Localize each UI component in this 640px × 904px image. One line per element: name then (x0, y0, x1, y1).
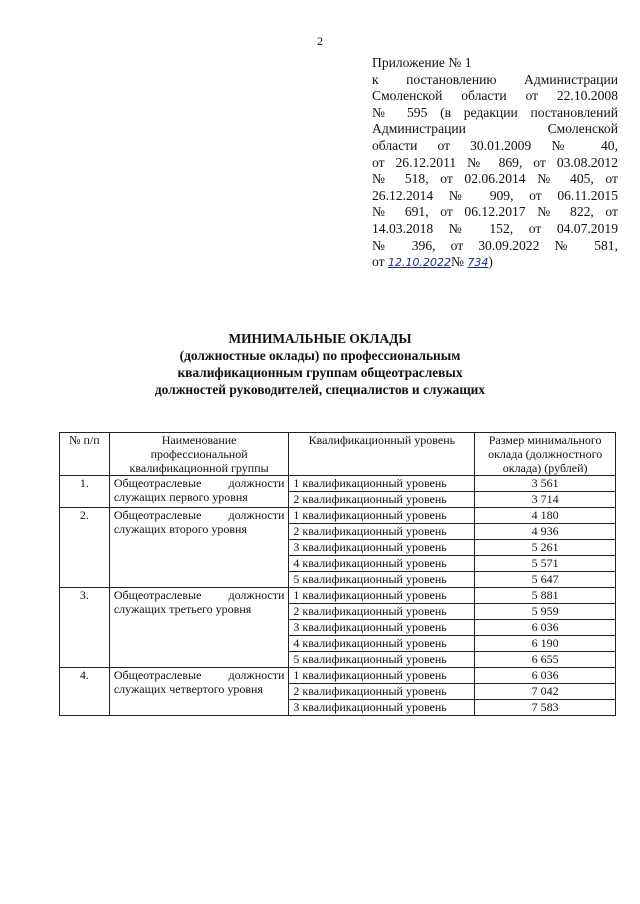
appendix-line: к постановлению Администрации (372, 71, 618, 87)
appendix-line: 14.03.2018 № 152, от 04.07.2019 (372, 220, 618, 236)
group-number: 4. (60, 668, 110, 716)
qualification-level: 3 квалификационный уровень (289, 540, 475, 556)
group-number: 1. (60, 476, 110, 508)
group-name: Общеотраслевые должности служащих второго уровня (109, 508, 289, 588)
salary-value: 3 561 (475, 476, 616, 492)
header-level: Квалификационный уровень (289, 433, 475, 476)
appendix-line: № 595 (в редакции постановлений (372, 104, 618, 120)
salary-value: 6 036 (475, 668, 616, 684)
appendix-line: № 691, от 06.12.2017 № 822, от (372, 204, 618, 220)
appendix-line: Администрации Смоленской (372, 121, 618, 137)
appendix-line: № 396, от 30.09.2022 № 581, (372, 237, 618, 253)
handwritten-number: 734 (467, 256, 489, 270)
qualification-level: 1 квалификационный уровень (289, 588, 475, 604)
table-body (60, 476, 616, 716)
group-number: 2. (60, 508, 110, 588)
salary-value: 6 036 (475, 620, 616, 636)
group-number: 3. (60, 588, 110, 668)
appendix-line: 26.12.2014 № 909, от 06.11.2015 (372, 187, 618, 203)
qualification-level: 1 квалификационный уровень (289, 476, 475, 492)
closing-paren: ) (488, 254, 493, 270)
salary-value: 6 190 (475, 636, 616, 652)
qualification-level: 4 квалификационный уровень (289, 636, 475, 652)
appendix-line: Смоленской области от 22.10.2008 (372, 88, 618, 104)
qualification-level: 1 квалификационный уровень (289, 508, 475, 524)
title-line: МИНИМАЛЬНЫЕ ОКЛАДЫ (228, 331, 412, 346)
table-row (60, 476, 616, 492)
table-row (60, 668, 616, 684)
qualification-level: 3 квалификационный уровень (289, 620, 475, 636)
appendix-line: от 26.12.2011 № 869, от 03.08.2012 (372, 154, 618, 170)
appendix-last-line (372, 254, 618, 272)
qualification-level: 4 квалификационный уровень (289, 556, 475, 572)
salary-value: 5 261 (475, 540, 616, 556)
salary-value: 7 042 (475, 684, 616, 700)
group-name: Общеотраслевые должности служащих третьего уровня (109, 588, 289, 668)
salary-value: 4 936 (475, 524, 616, 540)
salary-value: 7 583 (475, 700, 616, 716)
qualification-level: 5 квалификационный уровень (289, 652, 475, 668)
handwritten-date: 12.10.2022 (387, 256, 451, 270)
salary-value: 5 647 (475, 572, 616, 588)
qualification-level: 5 квалификационный уровень (289, 572, 475, 588)
appendix-line: № 518, от 02.06.2014 № 405, от (372, 171, 618, 187)
table-row (60, 508, 616, 524)
table-row (60, 588, 616, 604)
qualification-level: 2 квалификационный уровень (289, 684, 475, 700)
qualification-level: 1 квалификационный уровень (289, 668, 475, 684)
title-line: квалификационным группам общеотраслевых (177, 365, 463, 380)
appendix-last-prefix: от (372, 254, 385, 270)
salary-value: 5 959 (475, 604, 616, 620)
group-name: Общеотраслевые должности служащих четвертого уровня (109, 668, 289, 716)
qualification-level: 2 квалификационный уровень (289, 604, 475, 620)
salary-value: 5 881 (475, 588, 616, 604)
qualification-level: 3 квалификационный уровень (289, 700, 475, 716)
salary-value: 5 571 (475, 556, 616, 572)
salary-table (59, 432, 616, 716)
salary-value: 3 714 (475, 492, 616, 508)
header-num: № п/п (60, 433, 110, 476)
document-title (60, 330, 580, 398)
header-group: Наименование профессиональной квалификационной группы (109, 433, 289, 476)
salary-value: 4 180 (475, 508, 616, 524)
table-header-row (60, 433, 616, 476)
appendix-line: Приложение № 1 (372, 55, 472, 70)
appendix-block (372, 55, 618, 272)
title-line: (должностные оклады) по профессиональным (179, 348, 461, 363)
salary-value: 6 655 (475, 652, 616, 668)
title-line: должностей руководителей, специалистов и служащих (154, 382, 486, 397)
group-name: Общеотраслевые должности служащих первого уровня (109, 476, 289, 508)
qualification-level: 2 квалификационный уровень (289, 492, 475, 508)
page-number: 2 (317, 34, 323, 48)
number-sign: № (450, 254, 464, 270)
header-salary: Размер минимального оклада (должностного оклада) (рублей) (475, 433, 616, 476)
qualification-level: 2 квалификационный уровень (289, 524, 475, 540)
appendix-line: области от 30.01.2009 № 40, (372, 137, 618, 153)
